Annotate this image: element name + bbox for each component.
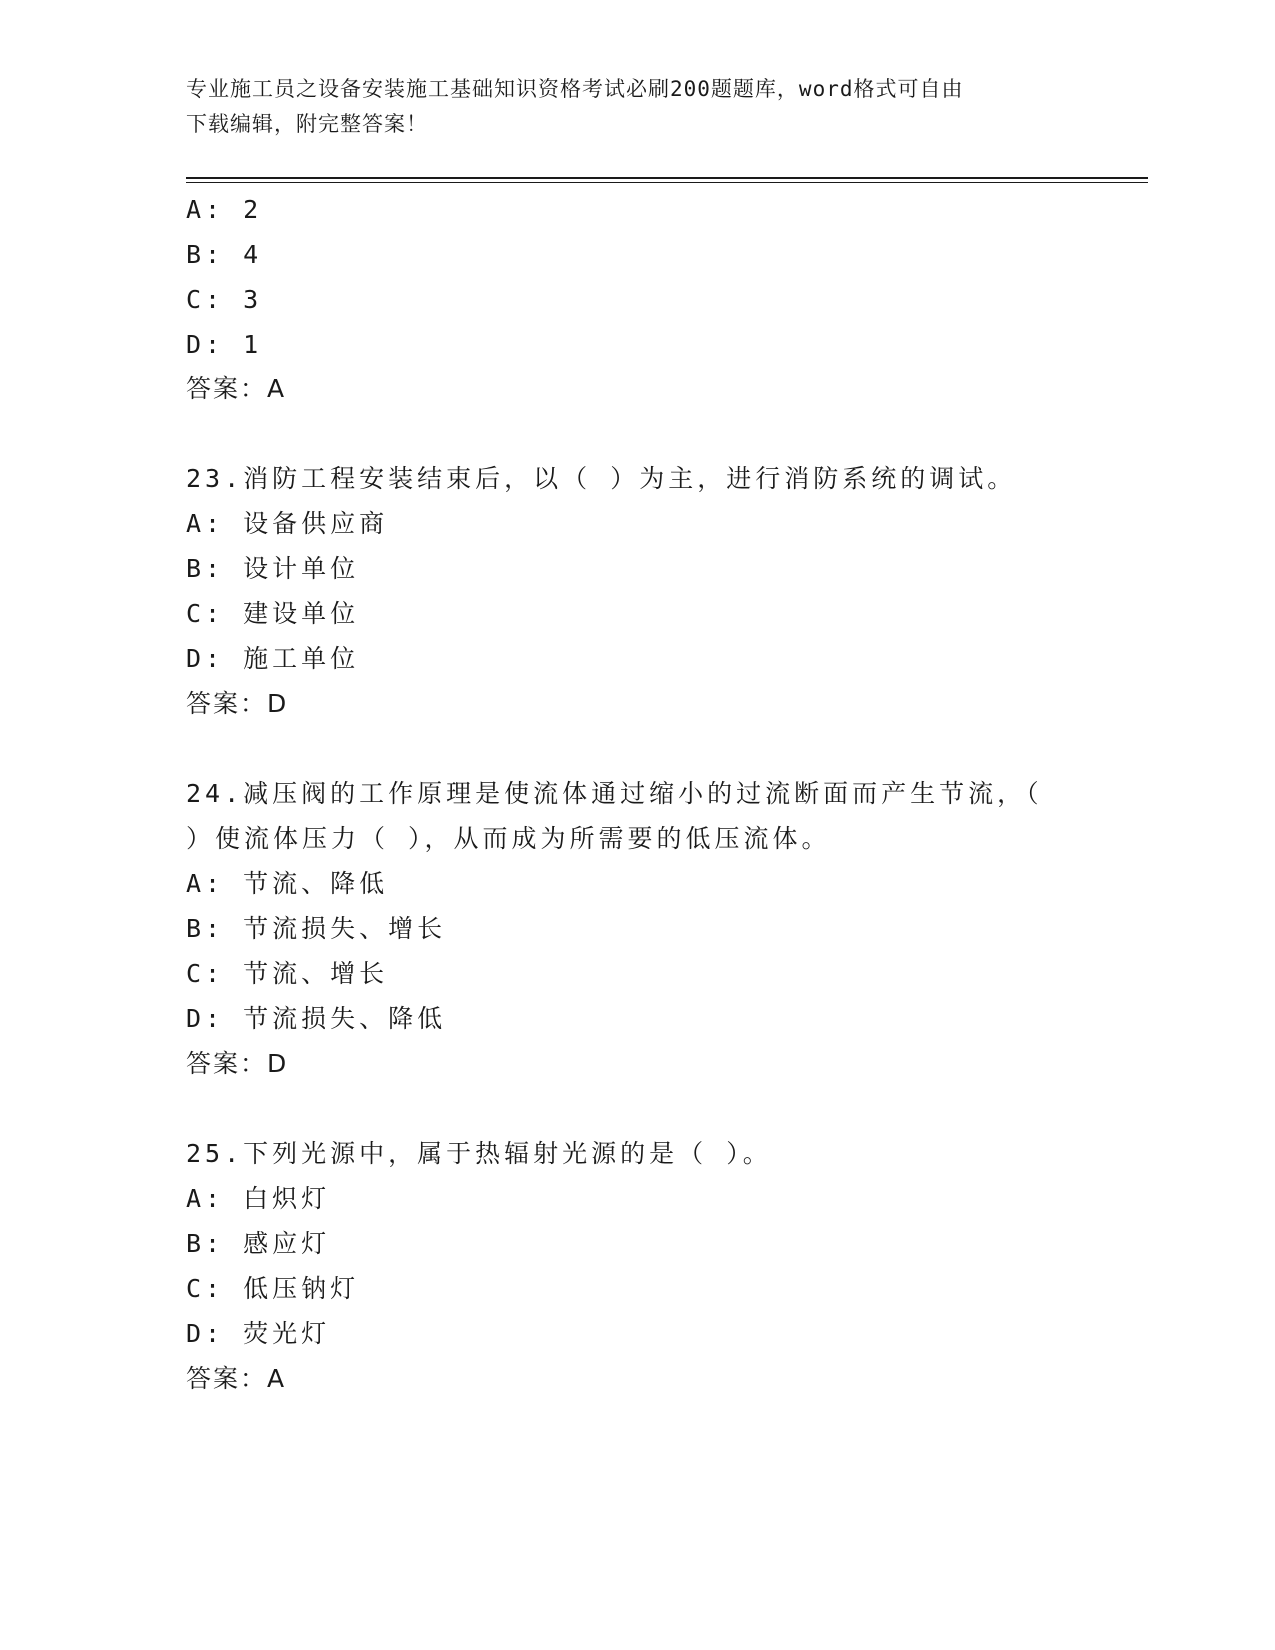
q24-option-b: B: 节流损失、增长 [186,914,447,943]
q25-option-d: D: 荧光灯 [186,1319,331,1348]
q22-answer: 答案：A [186,374,287,403]
q25-option-c: C: 低压钠灯 [186,1274,360,1303]
header-title-line-2: 下载编辑，附完整答案！ [186,112,428,136]
q23-option-d: D: 施工单位 [186,644,360,673]
q24-option-d: D: 节流损失、降低 [186,1004,447,1033]
header-divider-thin [186,182,1148,183]
q22-option-a: A: 2 [186,195,263,224]
header-title-line-1: 专业施工员之设备安装施工基础知识资格考试必刷200题题库，word格式可自由 [186,77,964,101]
q24-option-a: A: 节流、降低 [186,869,389,898]
q23-option-c: C: 建设单位 [186,599,360,628]
q24-option-c: C: 节流、增长 [186,959,389,988]
q24-stem-line-2: ）使流体压力（ ），从而成为所需要的低压流体。 [186,824,831,853]
q25-option-a: A: 白炽灯 [186,1184,331,1213]
q22-option-d: D: 1 [186,330,263,359]
q25-answer: 答案：A [186,1364,287,1393]
q22-option-c: C: 3 [186,285,263,314]
document-header [186,72,1086,142]
q23-option-b: B: 设计单位 [186,554,360,583]
header-divider-thick [186,177,1148,179]
q22-option-b: B: 4 [186,240,263,269]
q23-option-a: A: 设备供应商 [186,509,389,538]
q23-stem: 23.消防工程安装结束后，以（ ）为主，进行消防系统的调试。 [186,464,1017,493]
q23-answer: 答案：D [186,689,289,718]
q25-stem: 25.下列光源中，属于热辐射光源的是（ ）。 [186,1139,772,1168]
q24-stem-line-1: 24.减压阀的工作原理是使流体通过缩小的过流断面而产生节流，（ [186,779,1043,808]
q25-option-b: B: 感应灯 [186,1229,331,1258]
q24-answer: 答案：D [186,1049,289,1078]
